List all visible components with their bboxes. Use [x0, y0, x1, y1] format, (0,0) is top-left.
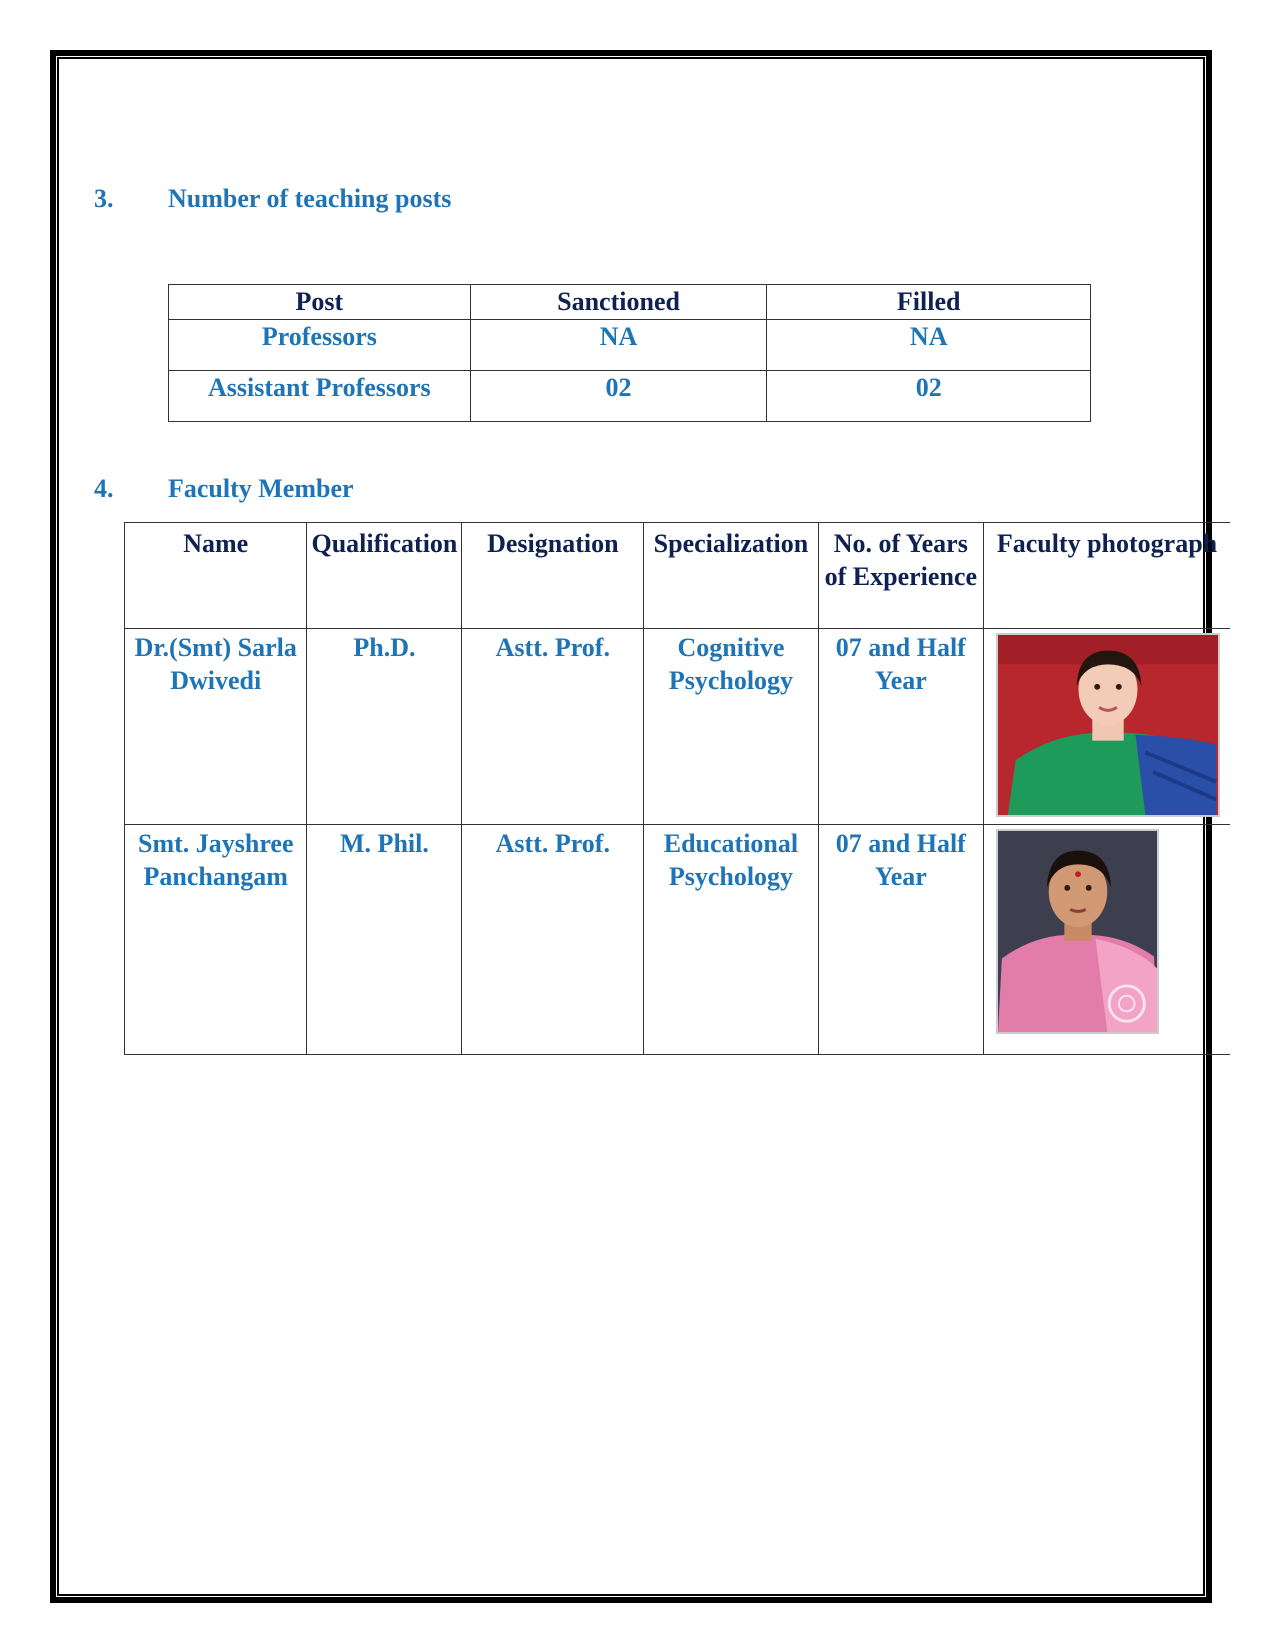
- filled-cell: 02: [767, 371, 1091, 422]
- sanctioned-cell: NA: [470, 320, 767, 371]
- column-header: Sanctioned: [470, 285, 767, 320]
- column-header-designation: Designation: [462, 523, 644, 629]
- name-cell: Smt. Jayshree Panchangam: [125, 825, 307, 1055]
- column-header-experience: No. of Years of Experience: [818, 523, 983, 629]
- photo-cell: [983, 825, 1230, 1055]
- column-header-specialization: Specialization: [644, 523, 818, 629]
- section-title: Number of teaching posts: [168, 184, 452, 213]
- designation-cell: Astt. Prof.: [462, 825, 644, 1055]
- table-row: [125, 629, 1231, 825]
- filled-cell: NA: [767, 320, 1091, 371]
- photo-cell: [983, 629, 1230, 825]
- column-header-qualification: Qualification: [307, 523, 462, 629]
- sanctioned-cell: 02: [470, 371, 767, 422]
- specialization-cell: Cognitive Psychology: [644, 629, 818, 825]
- experience-cell: 07 and Half Year: [818, 825, 983, 1055]
- table-row: [169, 371, 1091, 422]
- section-number: 4.: [94, 474, 114, 503]
- faculty-photo: [996, 829, 1159, 1034]
- post-cell: Professors: [169, 320, 471, 371]
- column-header-name: Name: [125, 523, 307, 629]
- table-row: [169, 320, 1091, 371]
- table-header-row: [169, 285, 1091, 320]
- section-title: Faculty Member: [168, 474, 354, 503]
- teaching-posts-table: [168, 284, 1091, 422]
- column-header-photograph: Faculty photograph: [983, 523, 1230, 629]
- post-cell: Assistant Professors: [169, 371, 471, 422]
- section-number: 3.: [94, 184, 114, 213]
- column-header: Filled: [767, 285, 1091, 320]
- designation-cell: Astt. Prof.: [462, 629, 644, 825]
- qualification-cell: M. Phil.: [307, 825, 462, 1055]
- column-header: Post: [169, 285, 471, 320]
- experience-cell: 07 and Half Year: [818, 629, 983, 825]
- table-header-row: [125, 523, 1231, 629]
- table-row: [125, 825, 1231, 1055]
- faculty-member-table: [124, 522, 1230, 1055]
- specialization-cell: Educational Psychology: [644, 825, 818, 1055]
- name-cell: Dr.(Smt) Sarla Dwivedi: [125, 629, 307, 825]
- qualification-cell: Ph.D.: [307, 629, 462, 825]
- faculty-photo: [996, 633, 1220, 817]
